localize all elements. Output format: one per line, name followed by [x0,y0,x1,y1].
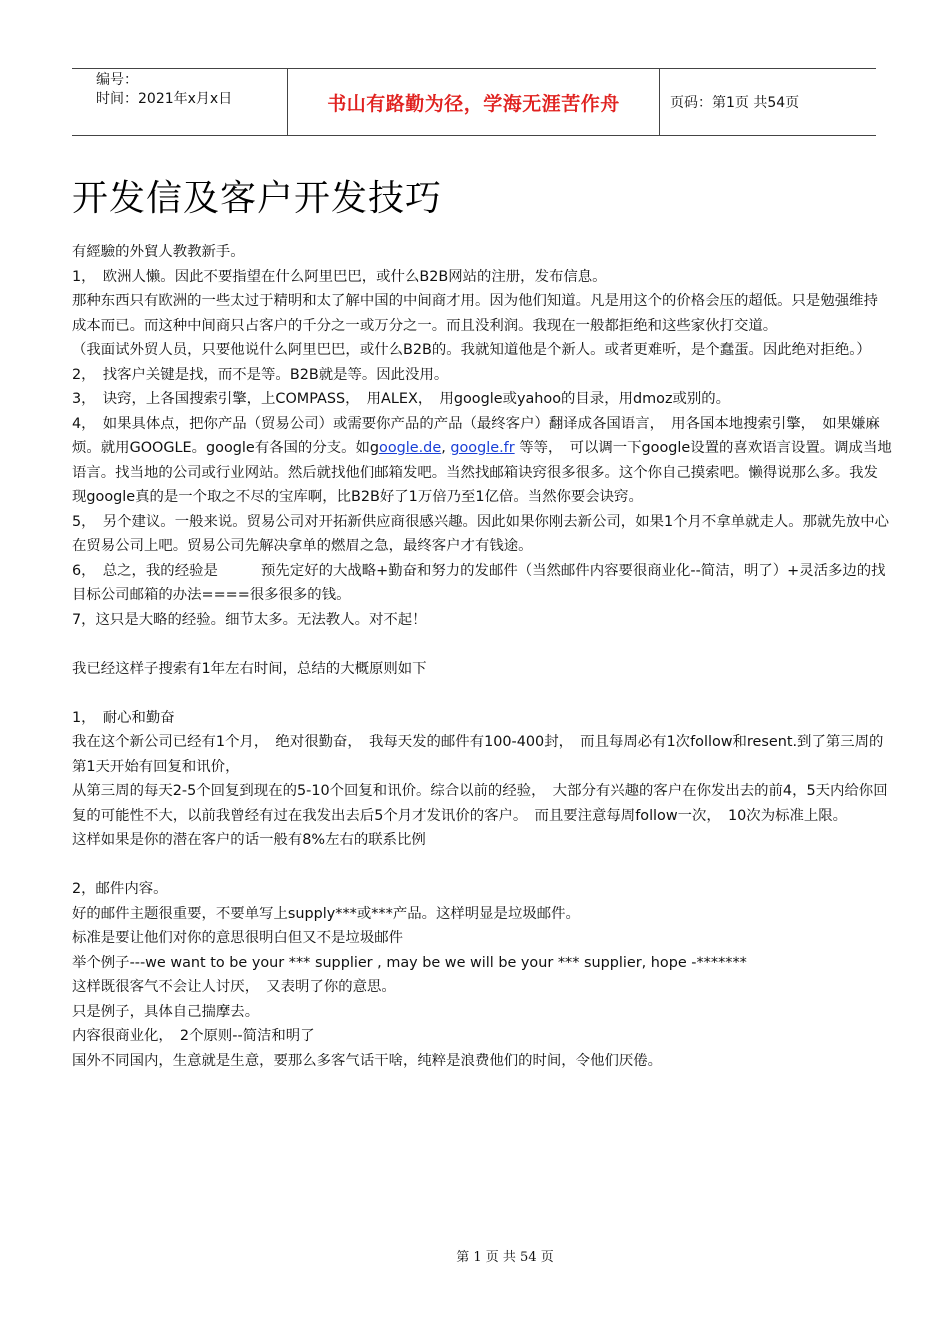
paragraph: 内容很商业化， 2个原则--简洁和明了 [72,1028,315,1044]
header-motto-cell [287,69,660,135]
paragraph: 我在这个新公司已经有1个月， 绝对很勤奋， 我每天发的邮件有100-400封， 而且每周必有1次follow和resent.到了第三周的第1天开始有回复和讯价， [72,734,884,775]
paragraph: 这样如果是你的潜在客户的话一般有8%左右的联系比例 [72,832,426,848]
paragraph: 2，邮件内容。 [72,881,168,897]
paragraph: 有經驗的外貿人教教新手。 [72,244,245,260]
paragraph: 我已经这样子搜索有1年左右时间，总结的大概原则如下 [72,660,427,677]
paragraph: 那种东西只有欧洲的一些太过于精明和太了解中国的中间商才用。因为他们知道。凡是用这个的价格会压的超低。只是勉强维持成本而已。而这种中间商只占客户的千分之一或万分之一。而且没利润。我现在一般都拒绝和这些家伙打交道。 [72,293,878,334]
paragraph: 3， 诀窍，上各国搜索引擎，上COMPASS， 用ALEX， 用google或yahoo的目录，用dmoz或别的。 [72,391,731,407]
paragraph: 从第三周的每天2-5个回复到现在的5-10个回复和讯价。综合以前的经验， 大部分有兴趣的客户在你发出去的前4，5天内给你回复的可能性不大，以前我曾经有过在我发出去后5个月才发讯价的客户。 而且要注意每周follow一次， 10次为标准上限。 [72,783,888,824]
paragraph: 5， 另个建议。一般来说。贸易公司对开拓新供应商很感兴趣。因此如果你刚去新公司，如果1个月不拿单就走人。那就先放中心在贸易公司上吧。贸易公司先解决拿单的燃眉之急，最终客户才有钱途。 [72,513,889,554]
document-body [72,240,892,1073]
paragraph: 1， 欧洲人懒。因此不要指望在什么阿里巴巴，或什么B2B网站的注册，发布信息。 [72,268,607,285]
blank-line [72,853,892,878]
p4-text-after: 等等， 可以调一下google设置的喜欢语言设置。调成当地语言。找当地的公司或行业网站。然后就找他们邮箱发吧。当然找邮箱诀窍很多很多。这个你自己摸索吧。懒得说那么多。我发现google真的是一个取之不尽的宝库啊，比B2B好了1万倍乃至1亿倍。当然你要会诀窍。 [72,440,892,505]
paragraph: 1， 耐心和勤奋 [72,709,175,726]
paragraph-group-1 [72,240,892,412]
paragraph: 标准是要让他们对你的意思很明白但又不是垃圾邮件 [72,930,403,946]
paragraph: 举个例子---we want to be your *** supplier , may be we will be your *** supplier, hope -******* [72,954,747,971]
time-label: 时间：2021年x月x日 [96,91,233,107]
page-info-text: 页码：第1页 共54页 [670,95,800,111]
page-footer: 第 1 页 共 54 页 [456,1250,554,1265]
paragraph-group-2 [72,510,892,1074]
google-fr-link[interactable]: google.fr [450,440,515,456]
header-page-info [660,69,876,135]
paragraph: 这样既很客气不会让人讨厌， 又表明了你的意思。 [72,979,396,995]
paragraph: 只是例子，具体自己揣摩去。 [72,1003,260,1020]
header-meta [72,69,287,135]
paragraph: （我面试外贸人员，只要他说什么阿里巴巴，或什么B2B的。我就知道他是个新人。或者更难听，是个蠢蛋。因此绝对拒绝。） [72,342,871,358]
document-title: 开发信及客户开发技巧 [72,178,443,219]
google-de-link[interactable]: oogle.de [379,440,442,456]
p4-separator: , [441,440,451,456]
blank-line [72,681,892,706]
number-label: 编号： [96,72,138,88]
p4-text-before: 4， 如果具体点，把你产品（贸易公司）或需要你产品的产品（最终客户）翻译成各国语言， 用各国本地搜索引擎， 如果嫌麻烦。就用GOOGLE。google有各国的分支。如g [72,415,880,456]
paragraph: 6， 总之，我的经验是 预先定好的大战略+勤奋和努力的发邮件（当然邮件内容要很商业化--简洁，明了）+灵活多边的找目标公司邮箱的办法====很多很多的钱。 [72,562,886,603]
paragraph-4 [72,412,892,510]
paragraph: 好的邮件主题很重要，不要单写上supply***或***产品。这样明显是垃圾邮件。 [72,905,580,922]
paragraph: 2， 找客户关键是找，而不是等。B2B就是等。因此没用。 [72,366,449,383]
paragraph: 国外不同国内，生意就是生意，要那么多客气话干啥，纯粹是浪费他们的时间，令他们厌倦。 [72,1052,663,1069]
blank-line [72,632,892,657]
document-header [72,68,876,136]
paragraph: 7，这只是大略的经验。细节太多。无法教人。对不起！ [72,611,427,628]
motto-text: 书山有路勤为径，学海无涯苦作舟 [327,92,620,115]
